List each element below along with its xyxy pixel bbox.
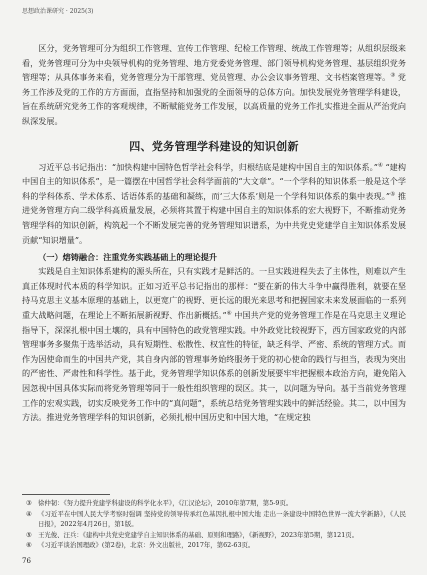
article-body	[22, 41, 406, 425]
paragraph-practice-theory	[22, 264, 406, 425]
footnote-item	[22, 509, 406, 530]
paragraph-text: 习近平总书记指出：“加快构建中国特色哲学社会科学，归根结底是建构中国自主的知识体系。”	[38, 161, 378, 172]
footnote-divider	[22, 494, 110, 495]
footnote-marker: ④	[377, 161, 383, 168]
footnote-marker: ⑥	[226, 310, 232, 317]
paragraph-text: “建构中国自主的知识体系”，是一篇摆在中国哲学社会科学面前的“大文章”。“一个学科的知识体系一般是这个学科的学科体系、学术体系、话语体系的基础和凝练，而‘三大体系’则是一个学科知识体系的集中表现。”	[22, 161, 406, 201]
footnote-text: 《习近平在中国人民大学考察时强调 坚持党的领导传承红色基因扎根中国大地 走出一条建设中国特色世界一流大学新路》，《人民日报》，2022年4月26日，第1版。	[38, 509, 406, 529]
footnote-item	[22, 530, 406, 541]
footnote-item	[22, 498, 406, 509]
paragraph-text: 党务工作涉及党的工作的方方面面，直指坚持和加强党的全面领导的总体方向。加快发展党务管理学科建设，旨在系统研究党务工作的客观规律，不断赋能党务工作发展，以高质量的党务工作扎实推进全面从严治党向纵深发展。	[22, 72, 406, 126]
paragraph-knowledge-system	[22, 160, 406, 248]
paragraph-party-affairs-classification	[22, 41, 406, 129]
footnote-number: ⑥	[26, 541, 32, 550]
subsection-heading: （一）熔铸融合：注重党务实践基础上的理论提升	[38, 251, 218, 262]
paragraph-text: 实践是自主知识体系建构的源头所在，只有实践才是鲜活的。一旦实践进程失去了主体性，则难以产生真正体现时代本质的科学知识。正如习近平总书记指出的那样：“要在新的伟大斗争中赢得胜利，就要在坚持马克思主义基本原理的基础上，以更宽广的视野、更长远的眼光来思考和把握国家未来发展面临的一系列重大战略问题，在理论上不断拓展新视野、作出新概括。”	[22, 266, 406, 320]
footnote-text: 徐仲韧：《努力提升党建学科建设的科学化水平》，《江汉论坛》，2010年第7期，第5-9页。	[38, 499, 293, 507]
footnote-marker: ⑤	[390, 191, 396, 198]
footnote-number: ③	[26, 499, 32, 507]
page-number: 76	[22, 557, 31, 565]
footnote-number: ④	[26, 509, 32, 518]
footnotes	[22, 498, 406, 551]
running-head: 思想政治课研究 · 2025(3)	[22, 8, 94, 15]
footnote-text: 《习近平谈治国理政》(第2卷)，北京：外文出版社，2017年，第62-63页。	[38, 541, 255, 550]
paragraph-text: 区分，党务管理可分为组织工作管理、宣传工作管理、纪检工作管理、统战工作管理等；从组织层级来看，党务管理可分为中央领导机构的党务管理、地方党委党务管理、部门领导机构党务管理、基层组织党务管理等；从具体事务来看，党务管理分为干部管理、党员管理、办公会议事务管理、文书档案管理等。	[22, 43, 406, 83]
paragraph-text: 推进党务管理方向二级学科高质量发展，必须将其置于构建中国自主的知识体系的宏大视野下，不断推动党务管理学科的知识创新，构筑起一个不断发展完善的党务管理知识谱系，为中共党史党建学自主知识体系发展贡献“知识增量”。	[22, 190, 406, 245]
section-heading: 四、党务管理学科建设的知识创新	[129, 139, 299, 153]
footnote-text: 王光俊、汪兵：《建构中共党史党建学自主知识体系的基础、原则和理路》，《新视野》，2023年第5期，第121页。	[38, 530, 359, 539]
footnote-number: ⑤	[26, 530, 32, 539]
paragraph-text: 中国共产党的党务管理工作是在马克思主义理论指导下，深深扎根中国土壤的，具有中国特色的政党管理实践。中外政党比较视野下，西方国家政党的内部管理事务多聚焦于选举活动，具有短期性、松散性、权宜性的特征，缺乏科学、严密、系统的管理方式。而作为因使命而生的中国共产党，其自身内部的管理事务始终服务于党的初心使命的践行与担当，表现为突出的严密性、严肃性和科学性。基于此，党务管理学知识体系的创新发展要牢牢把握根本政治方向，避免陷入因忽视中国具体实际而将党务管理等同于一般性组织管理的误区。其一，以问题为导向。基于当前党务管理工作的宏观实践，切实反映党务工作中的“真问题”，系统总结党务管理实践中的鲜活经验。其二，以中国为方法。推进党务管理学科的知识创新，必须扎根中国历史和中国大地，“在规定独	[22, 310, 406, 423]
footnote-marker: ③	[390, 72, 396, 79]
footnote-item	[22, 540, 406, 551]
